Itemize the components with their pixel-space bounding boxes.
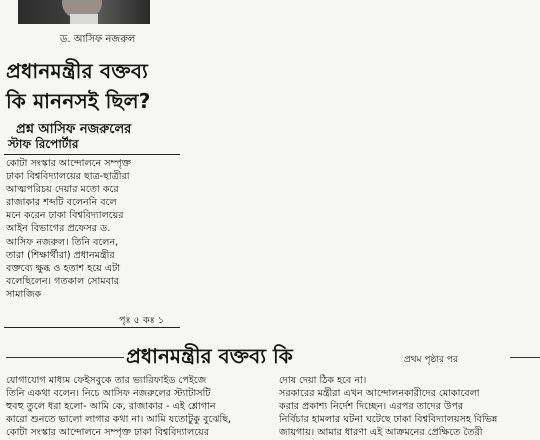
byline-topic: প্রশ্ন আসিফ নজরুলের bbox=[16, 122, 132, 137]
article-headline bbox=[6, 56, 196, 116]
body-line: রাজাকার শব্দটি বলেননি বলে bbox=[6, 197, 117, 209]
continuation-title: প্রধানমন্ত্রীর বক্তব্য কি bbox=[126, 344, 293, 368]
continuation-banner bbox=[0, 340, 540, 374]
column-line: হুবহু তুলে ধরা হলো- আমি কে, রাজাকার - এই শ্লোগান bbox=[6, 401, 216, 413]
article-body bbox=[6, 157, 176, 301]
column-line: দোষ দেয়া ঠিক হবে না। bbox=[279, 375, 367, 386]
column-line: করার প্রকাশ্য নির্দেশ দিচ্ছেন। এরপর তাদের উপর bbox=[279, 401, 464, 413]
banner-rule-left bbox=[6, 357, 124, 358]
author-photo-collar bbox=[70, 14, 98, 24]
author-photo bbox=[18, 0, 150, 24]
column-line: তিনি একথা বলেন। নিচে আসিফ নজরুলের স্ট্যাটাসটি bbox=[6, 388, 211, 400]
column-line: কোটা সংস্কার আন্দোলনে সম্পৃক্ত ঢাকা বিশ্ববিদ্যালয়ের bbox=[6, 427, 209, 439]
column-line: জায়গায়। আমার ধারণা এই আক্রমনের প্রেক্ষিতে তৈরী bbox=[279, 427, 483, 439]
column-line: নির্বিচার হামলার ঘটনা ঘটেছে ঢাকা বিশ্ববিদ্যালয়সহ বিভিন্ন bbox=[279, 414, 498, 426]
headline-line-2: কি মাননসই ছিল? bbox=[6, 89, 151, 113]
body-line: বক্তব্যে ক্ষুব্ধ ও হতাশ হয়ে এটা bbox=[6, 262, 121, 274]
column-line: যোগাযোগ মাধ্যম ফেইসবুকে তার ভ্যারিফাইড পেইজে bbox=[6, 375, 207, 386]
banner-rule-right bbox=[510, 357, 540, 358]
body-line: কোটা সংস্কার আন্দোলনে সম্পৃক্ত bbox=[6, 158, 132, 169]
body-line: সামাজিক bbox=[6, 288, 42, 300]
photo-caption: ড. আসিফ নজরুল bbox=[60, 34, 136, 45]
continuation-column-left bbox=[6, 374, 262, 439]
headline-line-1: প্রধানমন্ত্রীর বক্তব্য bbox=[6, 59, 149, 83]
continued-on-page: পৃঃ ৫ কঃ ১ bbox=[119, 315, 165, 326]
byline bbox=[8, 122, 208, 152]
body-line: মনে করেন ঢাকা বিশ্ববিদ্যালয়ের bbox=[6, 210, 124, 222]
column-line: কারো শুনতে ভালো লাগার কথা না। আমি যতোটুকু বুঝেছি, bbox=[6, 414, 232, 426]
article-top-rule bbox=[4, 154, 180, 155]
article-bottom-rule bbox=[4, 327, 180, 328]
body-line: আইন বিভাগের প্রফেসর ড. bbox=[6, 223, 111, 235]
column-line: সরকারের মন্ত্রীরা এখন আন্দোলনকারীদের মোকাবেলা bbox=[279, 388, 480, 400]
continuation-column-right bbox=[279, 374, 535, 439]
body-line: ঢাকা বিশ্ববিদ্যালয়ের ছাত্র-ছাত্রীরা bbox=[6, 171, 130, 183]
byline-author: স্টাফ রিপোর্টার bbox=[8, 137, 79, 151]
body-line: আসিফ নজরুল। তিনি বলেন, bbox=[6, 236, 119, 248]
body-line: বলেছিলেন। গতকাল সোমবার bbox=[6, 275, 120, 287]
body-line: আত্মপরিচয় দেয়ার মতো করে bbox=[6, 184, 119, 196]
body-line: তারা (শিক্ষার্থীরা) প্রধানমন্ত্রীর bbox=[6, 249, 115, 261]
continuation-note: প্রথম পৃষ্ঠার পর bbox=[404, 355, 458, 365]
